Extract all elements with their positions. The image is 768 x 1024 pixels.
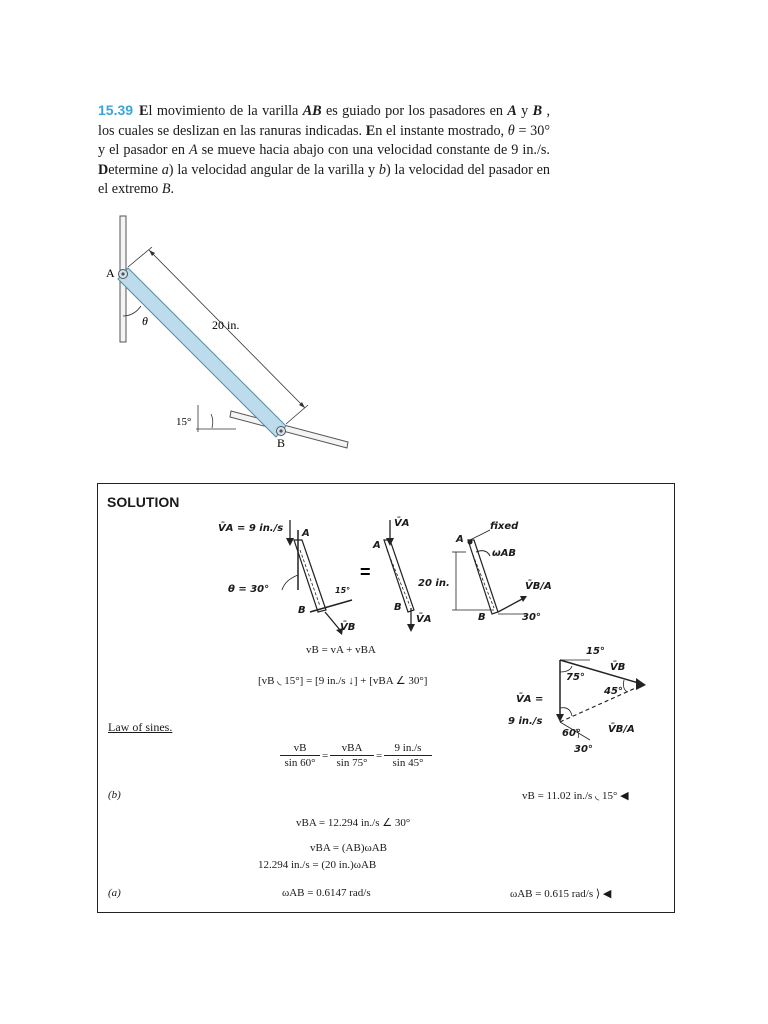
sketch1-A: A (302, 528, 310, 539)
label-A: A (106, 266, 115, 280)
sines-f3-num: 9 in./s (384, 742, 432, 756)
label-theta: θ (142, 314, 148, 328)
sines-frac-1 (280, 742, 320, 770)
label-15deg: 15° (176, 416, 192, 428)
sines-frac-3 (384, 742, 432, 770)
sketch3-vba: V̄B/A (525, 581, 552, 592)
sketch1-angle: 15° (335, 586, 351, 595)
label-length: 20 in. (212, 318, 240, 332)
sines-eq-1: = (322, 750, 329, 762)
eq-vector-sum: vB = vA + vBA (306, 644, 376, 656)
solution-title: SOLUTION (107, 494, 180, 510)
tri-vba: V̄B/A (608, 724, 635, 735)
tri-vb: V̄B (610, 662, 626, 673)
eq-bracket: [vB ◟ 15°] = [9 in./s ↓] + [vBA ∠ 30°] (258, 675, 428, 687)
problem-text: El movimiento de la varilla AB es guiado por los pasadores en A y B , los cuales se deslizan en las ranuras indicadas. En el instante mostrado, θ = 30° y el pasador en A se mueve hacia abajo con una velocidad constante de 9 in./s. Determine a) la velocidad angular de la varilla y b) la velocidad del pasador en el extremo B. (98, 103, 551, 198)
equals-sign: = (360, 562, 371, 582)
sines-f1-num: vB (280, 742, 320, 756)
sketch1-vb: V̄B (340, 622, 356, 633)
sketch3-A: A (456, 534, 464, 545)
tri-va2: 9 in./s (508, 716, 543, 727)
vba-result: vBA = 12.294 in./s ∠ 30° (296, 817, 411, 829)
tri-75: 75° (566, 672, 585, 683)
sketch1-B: B (298, 605, 306, 616)
tri-45: 45° (604, 686, 623, 697)
omega-answer: ωAB = 0.615 rad/s ⟩ ◀ (510, 888, 612, 900)
sines-f2-num: vBA (330, 742, 374, 756)
sines-f1-den: sin 60° (284, 757, 316, 769)
sketch2-B: B (394, 602, 402, 613)
sines-f3-den: sin 45° (392, 757, 424, 769)
law-of-sines-label: Law of sines. (108, 720, 173, 734)
tri-60: 60° (562, 728, 581, 739)
sines-eq-2: = (376, 750, 383, 762)
sketch3-length: 20 in. (418, 578, 450, 589)
label-B: B (277, 436, 286, 450)
tri-15: 15° (586, 646, 605, 657)
part-b-label: (b) (108, 789, 121, 801)
sketch3-fixed: fixed (490, 521, 519, 532)
sines-f2-den: sin 75° (336, 757, 368, 769)
part-a-label: (a) (108, 887, 121, 899)
omega-value: ωAB = 0.6147 rad/s (282, 887, 371, 899)
substitution: 12.294 in./s = (20 in.)ωAB (258, 859, 377, 871)
sketch2-va-top: V̄A (394, 518, 410, 529)
sketch1-va: V̄A = 9 in./s (218, 523, 284, 534)
tri-va1: V̄A = (516, 694, 544, 705)
sines-frac-2 (330, 742, 374, 770)
tri-30: 30° (574, 744, 593, 755)
sketch3-B: B (478, 612, 486, 623)
problem-number: 15.39 (98, 102, 134, 118)
sketch3-angle: 30° (522, 612, 541, 623)
sketch1-theta: θ = 30° (228, 584, 270, 595)
vb-answer: vB = 11.02 in./s ◟ 15° ◀ (522, 790, 629, 802)
sketch2-A: A (373, 540, 381, 551)
sketch2-va-bottom: V̄A (416, 614, 432, 625)
vba-equation: vBA = (AB)ωAB (310, 842, 388, 854)
sketch3-omega: ωAB (492, 548, 517, 559)
